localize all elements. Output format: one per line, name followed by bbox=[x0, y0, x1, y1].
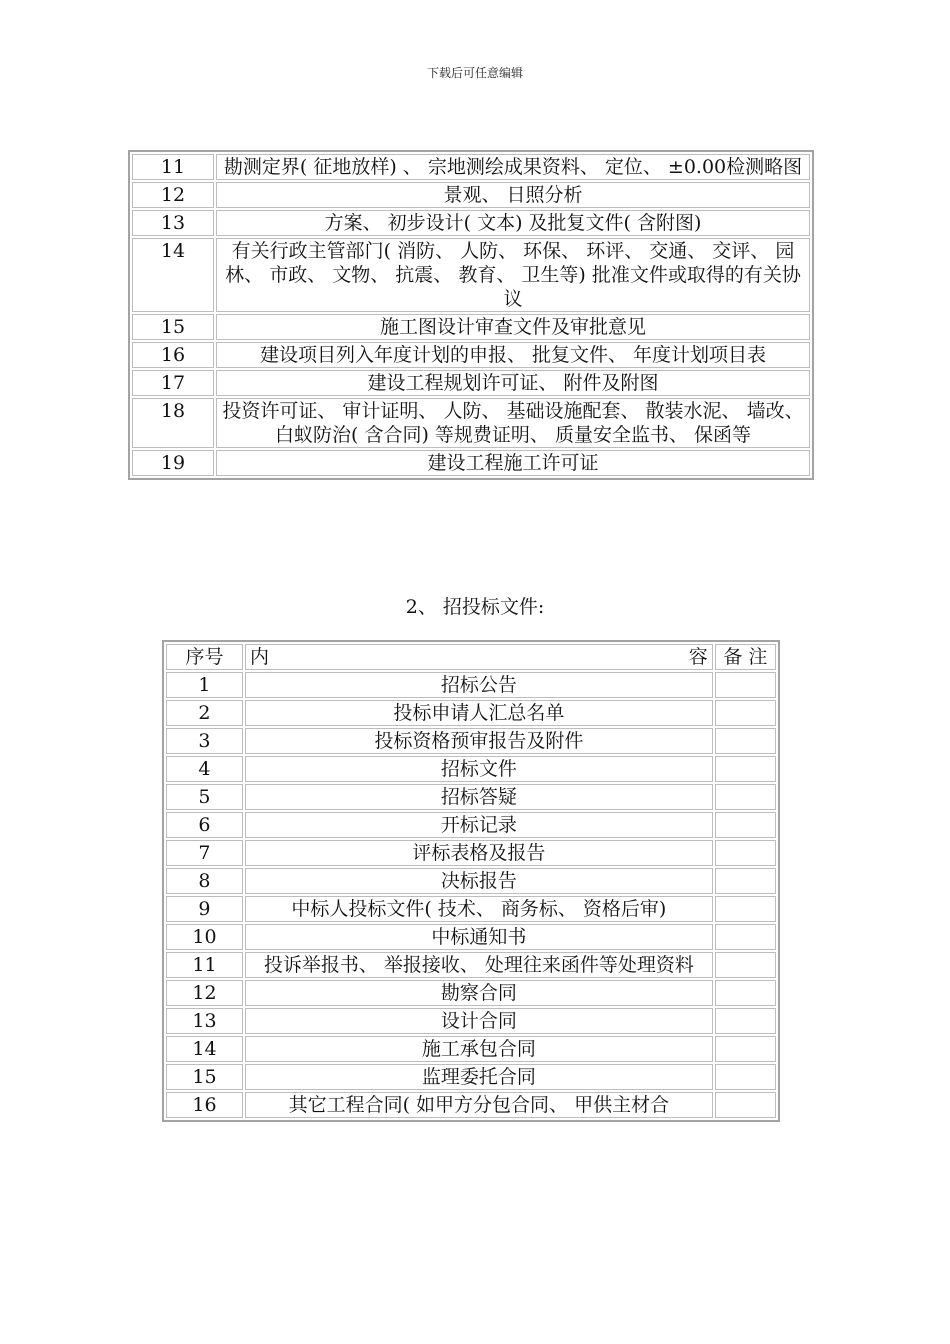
row-content: 建设工程规划许可证、 附件及附图 bbox=[216, 370, 810, 396]
row-note bbox=[715, 756, 776, 782]
row-number: 5 bbox=[166, 784, 243, 810]
row-number: 9 bbox=[166, 896, 243, 922]
table-row bbox=[132, 182, 810, 208]
row-note bbox=[715, 868, 776, 894]
row-number: 10 bbox=[166, 924, 243, 950]
row-content: 景观、 日照分析 bbox=[216, 182, 810, 208]
table-row bbox=[166, 840, 776, 866]
row-note bbox=[715, 980, 776, 1006]
table-row bbox=[166, 980, 776, 1006]
row-content: 施工图设计审查文件及审批意见 bbox=[216, 314, 810, 340]
row-number: 14 bbox=[166, 1036, 243, 1062]
row-number: 15 bbox=[132, 314, 214, 340]
table-row bbox=[166, 1008, 776, 1034]
row-content: 招标公告 bbox=[245, 672, 713, 698]
header-note: 备 注 bbox=[715, 644, 776, 670]
row-content: 中标人投标文件( 技术、 商务标、 资格后审) bbox=[245, 896, 713, 922]
row-number: 13 bbox=[166, 1008, 243, 1034]
archive-table-1 bbox=[128, 150, 814, 480]
table-row bbox=[166, 784, 776, 810]
row-note bbox=[715, 924, 776, 950]
row-number: 2 bbox=[166, 700, 243, 726]
table-row bbox=[166, 868, 776, 894]
row-content: 施工承包合同 bbox=[245, 1036, 713, 1062]
row-note bbox=[715, 700, 776, 726]
row-number: 8 bbox=[166, 868, 243, 894]
row-number: 1 bbox=[166, 672, 243, 698]
table-row bbox=[132, 210, 810, 236]
table-row bbox=[132, 370, 810, 396]
row-note bbox=[715, 812, 776, 838]
row-content: 投标资格预审报告及附件 bbox=[245, 728, 713, 754]
row-number: 4 bbox=[166, 756, 243, 782]
row-number: 14 bbox=[132, 238, 214, 312]
table-row bbox=[132, 154, 810, 180]
section-title: 2、 招投标文件: bbox=[405, 596, 545, 618]
table-row bbox=[166, 672, 776, 698]
table-header-row bbox=[166, 644, 776, 670]
table-row bbox=[132, 238, 810, 312]
row-content: 方案、 初步设计( 文本) 及批复文件( 含附图) bbox=[216, 210, 810, 236]
table-row bbox=[166, 700, 776, 726]
table-row bbox=[166, 924, 776, 950]
table-row bbox=[166, 812, 776, 838]
row-number: 12 bbox=[132, 182, 214, 208]
row-note bbox=[715, 896, 776, 922]
row-content: 开标记录 bbox=[245, 812, 713, 838]
row-note bbox=[715, 1036, 776, 1062]
row-content: 招标文件 bbox=[245, 756, 713, 782]
row-content: 招标答疑 bbox=[245, 784, 713, 810]
row-content: 评标表格及报告 bbox=[245, 840, 713, 866]
table-row bbox=[166, 1036, 776, 1062]
row-content: 勘测定界( 征地放样) 、 宗地测绘成果资料、 定位、 ±0.00检测略图 bbox=[216, 154, 810, 180]
row-note bbox=[715, 1064, 776, 1090]
row-note bbox=[715, 728, 776, 754]
row-content: 监理委托合同 bbox=[245, 1064, 713, 1090]
row-content: 投标申请人汇总名单 bbox=[245, 700, 713, 726]
row-note bbox=[715, 1008, 776, 1034]
row-content: 投资许可证、 审计证明、 人防、 基础设施配套、 散装水泥、 墙改、 白蚁防治( 含合同) 等规费证明、 质量安全监书、 保函等 bbox=[216, 398, 810, 448]
table-row bbox=[132, 342, 810, 368]
row-content: 中标通知书 bbox=[245, 924, 713, 950]
row-content: 有关行政主管部门( 消防、 人防、 环保、 环评、 交通、 交评、 园林、 市政、 文物、 抗震、 教育、 卫生等) 批准文件或取得的有关协议 bbox=[216, 238, 810, 312]
row-content: 建设工程施工许可证 bbox=[216, 450, 810, 476]
table-row bbox=[166, 952, 776, 978]
table-row bbox=[166, 896, 776, 922]
row-number: 3 bbox=[166, 728, 243, 754]
row-content: 勘察合同 bbox=[245, 980, 713, 1006]
row-number: 19 bbox=[132, 450, 214, 476]
header-num: 序号 bbox=[166, 644, 243, 670]
row-number: 17 bbox=[132, 370, 214, 396]
row-content: 设计合同 bbox=[245, 1008, 713, 1034]
row-number: 11 bbox=[132, 154, 214, 180]
row-content: 其它工程合同( 如甲方分包合同、 甲供主材合 bbox=[245, 1092, 713, 1118]
table-row bbox=[132, 314, 810, 340]
table-row bbox=[132, 398, 810, 448]
row-number: 16 bbox=[166, 1092, 243, 1118]
header-content: 内 容 bbox=[245, 644, 713, 670]
row-number: 6 bbox=[166, 812, 243, 838]
table-row bbox=[166, 1092, 776, 1118]
table-row bbox=[166, 728, 776, 754]
row-content: 投诉举报书、 举报接收、 处理往来函件等处理资料 bbox=[245, 952, 713, 978]
page-header: 下载后可任意编辑 bbox=[426, 66, 523, 80]
row-number: 18 bbox=[132, 398, 214, 448]
row-note bbox=[715, 784, 776, 810]
row-number: 7 bbox=[166, 840, 243, 866]
row-number: 16 bbox=[132, 342, 214, 368]
row-note bbox=[715, 840, 776, 866]
row-content: 建设项目列入年度计划的申报、 批复文件、 年度计划项目表 bbox=[216, 342, 810, 368]
row-number: 13 bbox=[132, 210, 214, 236]
row-note bbox=[715, 1092, 776, 1118]
table-row bbox=[132, 450, 810, 476]
row-number: 12 bbox=[166, 980, 243, 1006]
row-note bbox=[715, 672, 776, 698]
row-number: 11 bbox=[166, 952, 243, 978]
bidding-documents-table bbox=[162, 640, 780, 1122]
row-content: 决标报告 bbox=[245, 868, 713, 894]
table-row bbox=[166, 1064, 776, 1090]
table-row bbox=[166, 756, 776, 782]
row-note bbox=[715, 952, 776, 978]
row-number: 15 bbox=[166, 1064, 243, 1090]
